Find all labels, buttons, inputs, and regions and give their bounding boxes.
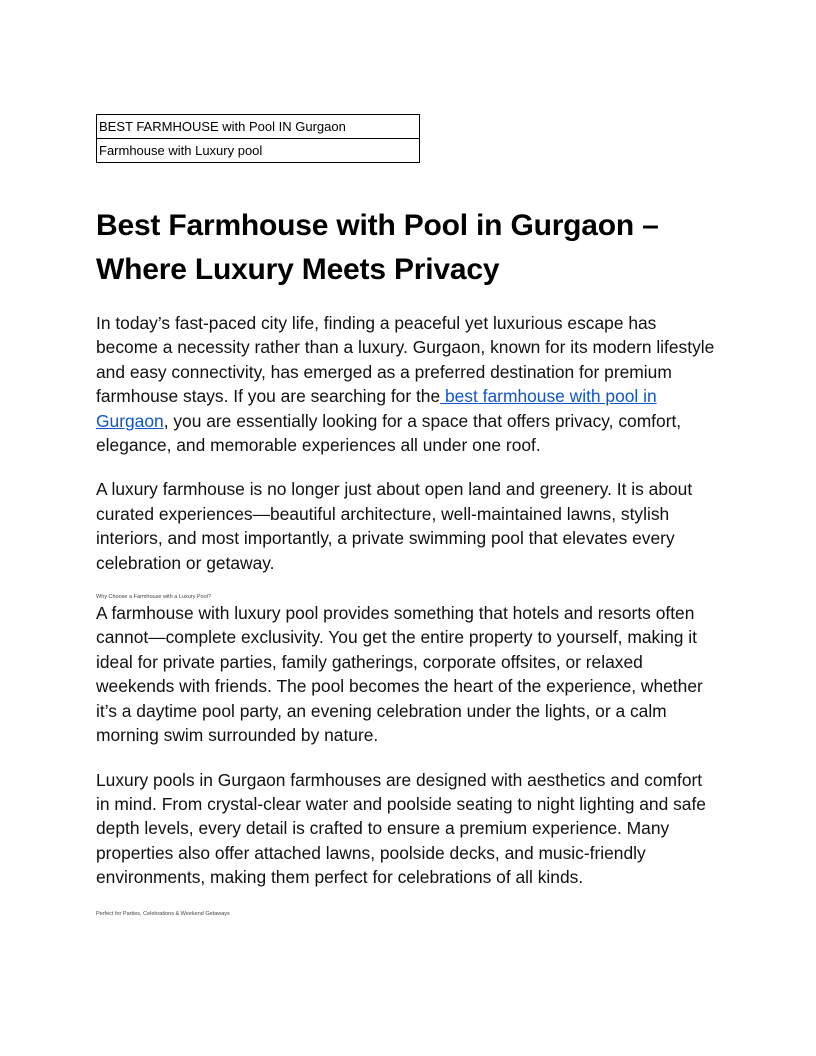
table-row [97, 139, 420, 163]
keyword-cell: Farmhouse with Luxury pool [97, 139, 420, 163]
paragraph-3: A farmhouse with luxury pool provides something that hotels and resorts often cannot—complete exclusivity. You get the entire property to yourself, making it ideal for private parties, family gatherings, corporate offsites, or relaxed weekends with friends. The pool becomes the heart of the experience, whether it’s a daytime pool party, an evening celebration under the lights, or a calm morning swim surrounded by nature. [96, 603, 703, 746]
page-title [96, 204, 720, 292]
intro-paragraph [96, 311, 720, 457]
keyword-table [96, 114, 420, 163]
table-row [97, 115, 420, 139]
subheading-why-choose: Why Choose a Farmhouse with a Luxury Pool? [96, 594, 211, 601]
intro-text-after-link: , you are essentially looking for a space that offers privacy, comfort, elegance, and memorable experiences all under one roof. [96, 410, 682, 456]
document-content [96, 114, 720, 918]
intro-text-before-link: In today’s fast-paced city life, finding a peaceful yet luxurious escape has become a necessity rather than a luxury. Gurgaon, known for its modern lifestyle and easy connectivity, has emerged as a preferred destination for premium farmhouse stays. If you are searching for the [96, 313, 715, 407]
paragraph-4: Luxury pools in Gurgaon farmhouses are designed with aesthetics and comfort in mind. From crystal-clear water and poolside seating to night lighting and safe depth levels, every detail is crafted to ensure a premium experience. Many properties also offer attached lawns, poolside decks, and music-friendly environments, making them perfect for celebrations of all kinds. [96, 769, 706, 888]
keyword-cell: BEST FARMHOUSE with Pool IN Gurgaon [97, 115, 420, 139]
paragraph-2: A luxury farmhouse is no longer just about open land and greenery. It is about curated experiences—beautiful architecture, well-maintained lawns, stylish interiors, and most importantly, a private swimming pool that elevates every celebration or getaway. [96, 479, 693, 573]
title-line-1: Best Farmhouse with Pool in Gurgaon – [96, 209, 659, 242]
title-line-2: Where Luxury Meets Privacy [96, 253, 500, 286]
best-farmhouse-link[interactable]: best farmhouse with pool in Gurgaon [96, 386, 657, 431]
subheading-perfect-for-parties: Perfect for Parties, Celebrations & Weekend Getaways [96, 910, 230, 917]
